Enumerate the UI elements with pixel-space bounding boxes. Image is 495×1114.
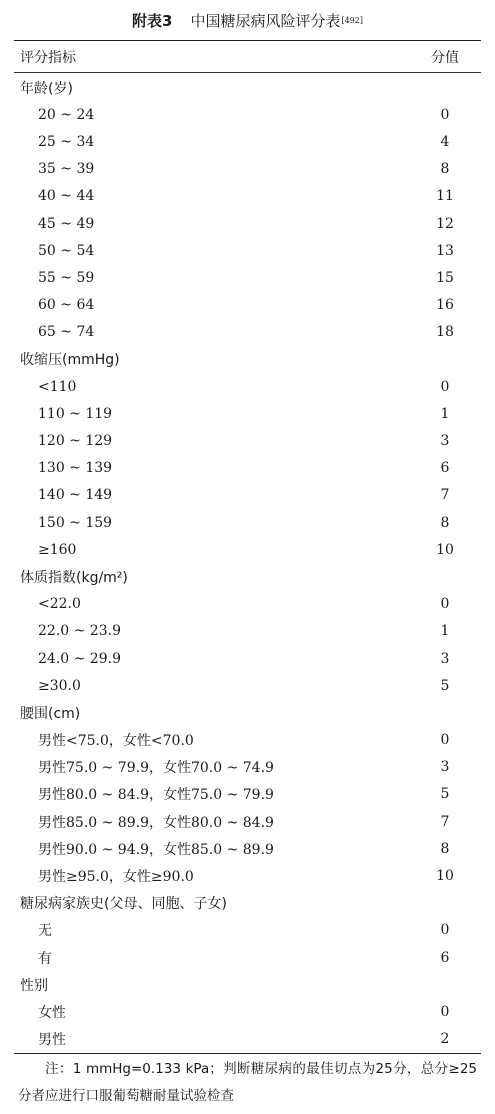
score-value: 13 xyxy=(436,242,454,259)
score-value: 0 xyxy=(440,1003,450,1020)
category-row xyxy=(14,346,481,373)
indicator-label: 男性≥95.0，女性≥90.0 xyxy=(38,869,194,886)
category-label: 年龄(岁) xyxy=(20,80,73,97)
indicator-label: 35 ~ 39 xyxy=(38,161,95,178)
table-row xyxy=(14,808,481,835)
header-indicator: 评分指标 xyxy=(20,49,76,66)
indicator-label: 无 xyxy=(38,923,52,940)
score-value: 0 xyxy=(440,732,450,749)
indicator-label: 50 ~ 54 xyxy=(38,242,95,259)
indicator-label: 130 ~ 139 xyxy=(38,460,113,477)
indicator-label: 有 xyxy=(38,950,52,967)
table-row xyxy=(14,292,481,319)
table-row xyxy=(14,101,481,128)
table-row xyxy=(14,835,481,862)
score-value: 0 xyxy=(440,922,450,939)
table-row xyxy=(14,373,481,400)
table-reference: [492] xyxy=(341,15,363,25)
category-label: 糖尿病家族史(父母、同胞、子女) xyxy=(20,896,227,913)
table-row xyxy=(14,128,481,155)
table-row xyxy=(14,183,481,210)
category-row xyxy=(14,890,481,917)
indicator-label: 120 ~ 129 xyxy=(38,433,113,450)
table-row xyxy=(14,156,481,183)
score-value: 12 xyxy=(436,215,454,232)
indicator-label: 45 ~ 49 xyxy=(38,215,95,232)
indicator-label: 60 ~ 64 xyxy=(38,297,95,314)
table-row xyxy=(14,400,481,427)
score-value: 5 xyxy=(440,677,450,694)
score-value: 16 xyxy=(436,297,454,314)
indicator-label: 男性 xyxy=(38,1032,66,1049)
score-value: 0 xyxy=(440,596,450,613)
table-row xyxy=(14,727,481,754)
table-note: 注：1 mmHg=0.133 kPa；判断糖尿病的最佳切点为25分，总分≥25分者应进行口服葡萄糖耐量试验检查 xyxy=(18,1060,477,1104)
score-value: 10 xyxy=(436,868,454,885)
table-row xyxy=(14,536,481,563)
table-row xyxy=(14,264,481,291)
table-row xyxy=(14,944,481,971)
table-number: 附表3 xyxy=(132,11,173,30)
score-value: 8 xyxy=(440,161,450,178)
indicator-label: 男性85.0 ~ 89.9，女性80.0 ~ 84.9 xyxy=(38,814,274,831)
indicator-label: 150 ~ 159 xyxy=(38,514,113,531)
score-value: 6 xyxy=(440,460,450,477)
table-row xyxy=(14,482,481,509)
category-row xyxy=(14,971,481,998)
score-value: 0 xyxy=(440,106,450,123)
table-row xyxy=(14,754,481,781)
score-value: 3 xyxy=(440,433,450,450)
table-row xyxy=(14,672,481,699)
table-row xyxy=(14,427,481,454)
table-row xyxy=(14,645,481,672)
score-value: 0 xyxy=(440,378,450,395)
table-row xyxy=(14,917,481,944)
table-row xyxy=(14,237,481,264)
indicator-label: 女性 xyxy=(38,1004,66,1021)
category-row xyxy=(14,74,481,101)
indicator-label: 110 ~ 119 xyxy=(38,405,113,422)
score-value: 2 xyxy=(440,1031,450,1048)
indicator-label: 25 ~ 34 xyxy=(38,133,95,150)
table-row xyxy=(14,1026,481,1053)
indicator-label: 55 ~ 59 xyxy=(38,269,95,286)
category-label: 收缩压(mmHg) xyxy=(20,352,120,369)
category-label: 腰围(cm) xyxy=(20,705,81,722)
indicator-label: 65 ~ 74 xyxy=(38,324,95,341)
score-value: 8 xyxy=(440,840,450,857)
indicator-label: <22.0 xyxy=(38,596,81,613)
table-row xyxy=(14,862,481,889)
table-body xyxy=(14,73,481,1053)
score-value: 3 xyxy=(440,759,450,776)
table-row xyxy=(14,618,481,645)
score-value: 10 xyxy=(436,541,454,558)
indicator-label: 男性<75.0，女性<70.0 xyxy=(38,733,194,750)
table-row xyxy=(14,210,481,237)
indicator-label: 20 ~ 24 xyxy=(38,106,95,123)
score-value: 1 xyxy=(440,405,450,422)
indicator-label: 男性90.0 ~ 94.9，女性85.0 ~ 89.9 xyxy=(38,841,274,858)
table-title: 中国糖尿病风险评分表 xyxy=(190,11,341,30)
indicator-label: 140 ~ 149 xyxy=(38,487,113,504)
table-row xyxy=(14,455,481,482)
score-value: 1 xyxy=(440,623,450,640)
table-caption xyxy=(14,0,481,40)
score-value: 11 xyxy=(436,188,454,205)
score-value: 5 xyxy=(440,786,450,803)
score-value: 3 xyxy=(440,650,450,667)
header-score: 分值 xyxy=(431,49,459,66)
indicator-label: 24.0 ~ 29.9 xyxy=(38,650,121,667)
category-row xyxy=(14,699,481,726)
category-label: 体质指数(kg/m²) xyxy=(20,569,128,586)
indicator-label: <110 xyxy=(38,378,77,395)
score-value: 7 xyxy=(440,487,450,504)
indicator-label: 22.0 ~ 23.9 xyxy=(38,623,121,640)
table-row xyxy=(14,591,481,618)
score-value: 7 xyxy=(440,813,450,830)
indicator-label: 男性80.0 ~ 84.9，女性75.0 ~ 79.9 xyxy=(38,787,274,804)
indicator-label: 40 ~ 44 xyxy=(38,188,95,205)
score-value: 4 xyxy=(440,133,450,150)
indicator-label: 男性75.0 ~ 79.9，女性70.0 ~ 74.9 xyxy=(38,760,274,777)
table-row xyxy=(14,998,481,1025)
category-row xyxy=(14,563,481,590)
score-value: 15 xyxy=(436,269,454,286)
score-value: 6 xyxy=(440,949,450,966)
category-label: 性别 xyxy=(20,977,48,994)
score-value: 18 xyxy=(436,324,454,341)
indicator-label: ≥30.0 xyxy=(38,677,81,694)
table-row xyxy=(14,509,481,536)
table-header xyxy=(14,41,481,72)
score-value: 8 xyxy=(440,514,450,531)
indicator-label: ≥160 xyxy=(38,541,77,558)
table-row xyxy=(14,319,481,346)
table-row xyxy=(14,781,481,808)
